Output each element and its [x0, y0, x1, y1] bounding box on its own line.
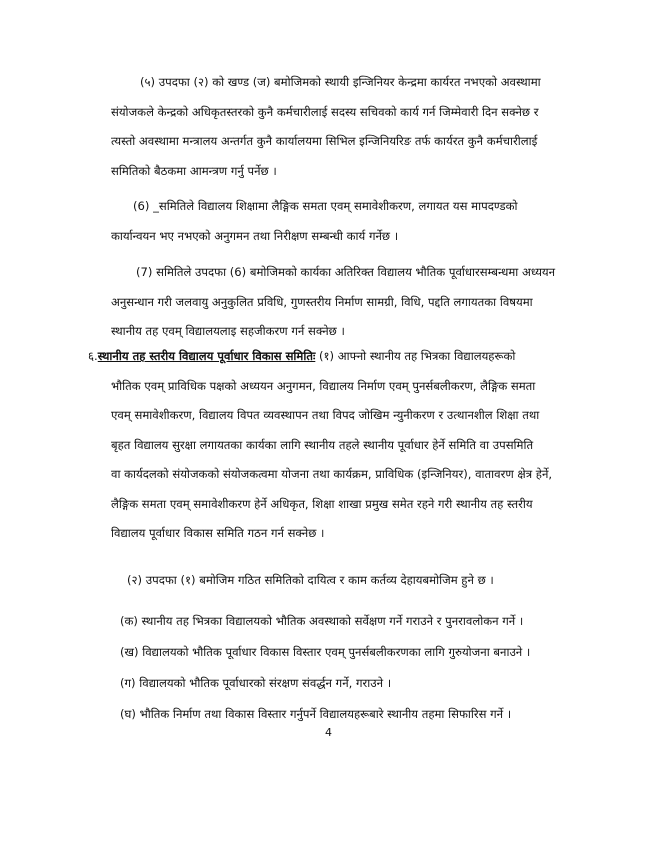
section-number: ६. [88, 349, 98, 363]
list-item: (ख) विद्यालयको भौतिक पूर्वाधार विकास विस्तार एवम् पुनर्सबलीकरणका लागि गुरुयोजना बनाउने । [120, 645, 531, 659]
clause-5-line: समितिको बैठकमा आमन्त्रण गर्नु पर्नेछ । [111, 163, 277, 178]
clause-5-line: संयोजकले केन्द्रको अधिकृतस्तरको कुनै कर्मचारीलाई सदस्य सचिवको कार्य गर्न जिम्मेवारी दिन सक्नेछ र [111, 104, 539, 119]
section-6-duties-list [111, 573, 631, 730]
section-6-first-line: (१) आफ्नो स्थानीय तह भित्रका विद्यालयहरूको [315, 349, 516, 363]
page-number: 4 [325, 726, 332, 739]
clause-5-line: (५) उपदफा (२) को खण्ड (ज) बमोजिमको स्थायी इन्जिनियर केन्द्रमा कार्यरत नभएको अवस्थामा [140, 75, 541, 89]
section-6-line: वा कार्यदलको संयोजकको संयोजकत्वमा योजना तथा कार्यक्रम, प्राविधिक (इन्जिनियर), वातावरण क्षेत्र हेर्ने, [111, 467, 553, 481]
clause-6 [111, 192, 631, 251]
section-6-line: लैङ्गिक समता एवम् समावेशीकरण हेर्ने अधिकृत, शिक्षा शाखा प्रमुख समेत रहने गरी स्थानीय तह स्तरीय [111, 496, 533, 511]
section-6-clause-2: (२) उपदफा (१) बमोजिम गठित समितिको दायित्व र काम कर्तव्य देहायबमोजिम हुने छ । [127, 573, 494, 587]
section-6 [88, 342, 633, 549]
clause-7-line: अनुसन्धान गरी जलवायु अनुकुलित प्रविधि, गुणस्तरीय निर्माण सामग्री, विधि, पद्दति लगायतका विषयमा [111, 294, 533, 309]
clause-7-line: स्थानीय तह एवम् विद्यालयलाइ सहजीकरण गर्न सक्नेछ । [111, 324, 345, 338]
clause-7 [111, 258, 631, 347]
clause-6-line: कार्यान्वयन भए नभएको अनुगमन तथा निरीक्षण सम्बन्धी कार्य गर्नेछ । [111, 228, 399, 243]
clause-5-line: त्यस्तो अवस्थामा मन्त्रालय अन्तर्गत कुनै कार्यालयमा सिभिल इन्जिनियरिङ तर्फ कार्यरत कुनै कर्मचारीलाई [111, 134, 538, 148]
clause-5 [111, 68, 631, 186]
section-6-line: भौतिक एवम् प्राविधिक पक्षको अध्ययन अनुगमन, विद्यालय निर्माण एवम् पुनर्सबलीकरण, लैङ्गिक समता [111, 378, 536, 393]
list-item: (घ) भौतिक निर्माण तथा विकास विस्तार गर्नुपर्ने विद्यालयहरूबारे स्थानीय तहमा सिफारिस गर्ने । [120, 707, 512, 721]
section-title: स्थानीय तह स्तरीय विद्यालय पूर्वाधार विकास समितिः [97, 349, 316, 363]
section-6-heading-line [88, 342, 633, 372]
clause-7-line: (7) समितिले उपदफा (6) बमोजिमको कार्यका अतिरिक्त विद्यालय भौतिक पूर्वाधारसम्बन्धमा अध्ययन [136, 265, 556, 279]
section-6-line: विद्यालय पूर्वाधार विकास समिति गठन गर्न सक्नेछ । [111, 526, 325, 540]
list-item: (क) स्थानीय तह भित्रका विद्यालयको भौतिक अवस्थाको सर्वेक्षण गर्ने गराउने र पुनरावलोकन गर्ने । [120, 614, 524, 628]
section-6-line: एवम् समावेशीकरण, विद्यालय विपत व्यवस्थापन तथा विपद जोखिम न्युनीकरण र उत्थानशील शिक्षा तथा [111, 408, 540, 422]
section-6-line: बृहत विद्यालय सुरक्षा लगायतका कार्यका लागि स्थानीय तहले स्थानीय पूर्वाधार हेर्ने समिति वा उपसमिति [111, 437, 534, 452]
clause-6-line: (6) _समितिले विद्यालय शिक्षामा लैङ्गिक समता एवम् समावेशीकरण, लगायत यस मापदण्डको [133, 199, 518, 213]
list-item: (ग) विद्यालयको भौतिक पूर्वाधारको संरक्षण संवर्द्धन गर्ने, गराउने । [120, 676, 392, 690]
